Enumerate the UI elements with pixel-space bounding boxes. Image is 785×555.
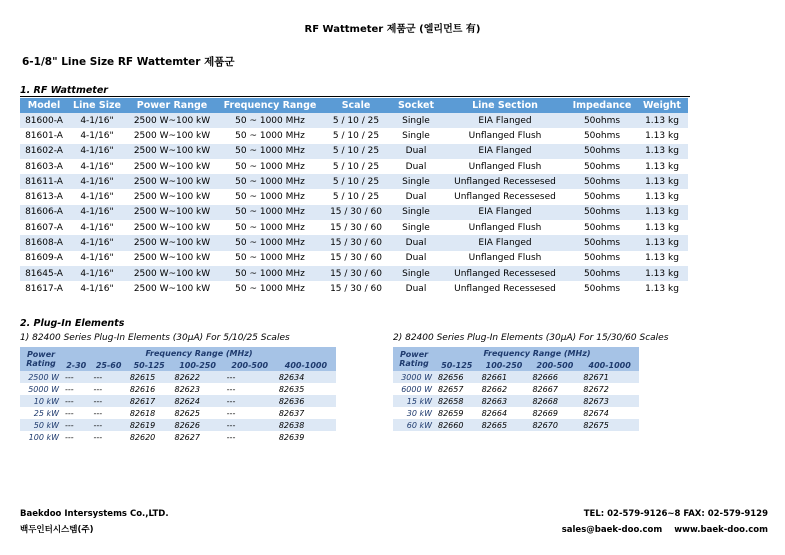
tel-fax: TEL: 02-579-9126~8 FAX: 02-579-9129 [583,509,768,519]
cell-line-section: EIA Flanged [442,205,568,220]
cell-impedance: 50ohms [568,281,636,296]
power-rating-cell: 10 kW [20,395,62,407]
cell-weight: 1.13 kg [636,205,688,220]
cell-impedance: 50ohms [568,159,636,174]
element-part-cell: 82670 [529,419,580,431]
footer-company [20,506,169,538]
element-part-cell: 82672 [580,383,639,395]
cell-power-range: 2500 W~100 kW [126,189,218,204]
section-heading: 6-1/8" Line Size RF Wattemter 제품군 [22,56,235,68]
cell-scale: 5 / 10 / 25 [322,144,390,159]
rf-wattmeter-table [20,98,688,297]
cell-line-section: Unflanged Recessesed [442,266,568,281]
plug-table-1-header-row-1 [20,347,336,359]
cell-weight: 1.13 kg [636,251,688,266]
cell-power-range: 2500 W~100 kW [126,174,218,189]
cell-model: 81602-A [20,144,68,159]
element-part-cell: --- [224,407,276,419]
cell-line-size: 4-1/16" [68,113,126,128]
element-part-cell: 82617 [127,395,172,407]
cell-socket: Dual [390,189,442,204]
element-part-cell: --- [90,395,126,407]
cell-line-size: 4-1/16" [68,128,126,143]
element-part-cell: 82664 [479,407,530,419]
cell-line-section: Unflanged Flush [442,128,568,143]
cell-line-size: 4-1/16" [68,144,126,159]
cell-line-size: 4-1/16" [68,220,126,235]
element-part-cell: 82624 [172,395,224,407]
plug-table-1-body [20,371,336,443]
cell-frequency-range: 50 ~ 1000 MHz [218,174,322,189]
element-part-cell: 82615 [127,371,172,383]
cell-power-range: 2500 W~100 kW [126,235,218,250]
power-rating-cell: 3000 W [393,371,435,383]
cell-model: 81600-A [20,113,68,128]
element-part-cell: 82634 [276,371,336,383]
cell-frequency-range: 50 ~ 1000 MHz [218,266,322,281]
table-row [20,266,688,281]
col-header-power-range: Power Range [126,98,218,113]
cell-socket: Single [390,174,442,189]
element-part-cell: --- [90,431,126,443]
col-header-line-section: Line Section [442,98,568,113]
cell-line-section: Unflanged Recessesed [442,189,568,204]
power-rating-cell: 25 kW [20,407,62,419]
cell-frequency-range: 50 ~ 1000 MHz [218,144,322,159]
cell-scale: 15 / 30 / 60 [322,251,390,266]
cell-socket: Single [390,266,442,281]
cell-model: 81613-A [20,189,68,204]
cell-scale: 5 / 10 / 25 [322,189,390,204]
freq-column-header: 100-250 [479,359,530,371]
table-row [20,220,688,235]
rf-wattmeter-heading: 1. RF Wattmeter [20,85,690,97]
cell-impedance: 50ohms [568,174,636,189]
element-part-cell: 82636 [276,395,336,407]
element-part-cell: --- [62,419,90,431]
element-part-cell: 82668 [529,395,580,407]
cell-weight: 1.13 kg [636,174,688,189]
element-part-cell: 82665 [479,419,530,431]
element-part-cell: 82625 [172,407,224,419]
cell-line-size: 4-1/16" [68,251,126,266]
plug-table-2-power-header: Power Rating [393,347,435,371]
cell-scale: 15 / 30 / 60 [322,235,390,250]
cell-socket: Single [390,113,442,128]
cell-power-range: 2500 W~100 kW [126,281,218,296]
cell-socket: Dual [390,251,442,266]
cell-power-range: 2500 W~100 kW [126,205,218,220]
col-header-weight: Weight [636,98,688,113]
cell-impedance: 50ohms [568,128,636,143]
element-part-cell: 82675 [580,419,639,431]
element-part-cell: 82638 [276,419,336,431]
element-part-cell: 82626 [172,419,224,431]
cell-weight: 1.13 kg [636,235,688,250]
cell-socket: Dual [390,159,442,174]
element-part-cell: --- [224,431,276,443]
cell-model: 81611-A [20,174,68,189]
element-part-cell: --- [62,407,90,419]
page-title: RF Wattmeter 제품군 (엘리먼트 有) [304,24,481,35]
cell-line-section: EIA Flanged [442,113,568,128]
plug-table-2-body [393,371,639,431]
table-row [393,407,639,419]
table-row [20,144,688,159]
cell-socket: Dual [390,235,442,250]
table-row [20,235,688,250]
table-row [20,159,688,174]
cell-frequency-range: 50 ~ 1000 MHz [218,220,322,235]
element-part-cell: 82658 [435,395,479,407]
element-part-cell: 82623 [172,383,224,395]
element-part-cell: 82616 [127,383,172,395]
element-part-cell: 82622 [172,371,224,383]
element-part-cell: 82659 [435,407,479,419]
element-part-cell: --- [90,383,126,395]
element-part-cell: 82673 [580,395,639,407]
col-header-impedance: Impedance [568,98,636,113]
company-name-en: Baekdoo Intersystems Co.,LTD. [20,509,169,519]
cell-impedance: 50ohms [568,251,636,266]
element-part-cell: 82637 [276,407,336,419]
cell-socket: Single [390,128,442,143]
cell-line-size: 4-1/16" [68,266,126,281]
element-part-cell: --- [62,383,90,395]
element-part-cell: 82660 [435,419,479,431]
plug-table-1 [20,347,336,443]
rf-table-body [20,113,688,297]
element-part-cell: --- [90,371,126,383]
col-header-frequency-range: Frequency Range [218,98,322,113]
freq-column-header: 400-1000 [580,359,639,371]
table-row [393,371,639,383]
cell-socket: Dual [390,144,442,159]
table-row [20,281,688,296]
cell-socket: Dual [390,281,442,296]
cell-power-range: 2500 W~100 kW [126,251,218,266]
plug-table-2 [393,347,639,431]
cell-scale: 15 / 30 / 60 [322,266,390,281]
table-row [393,419,639,431]
element-part-cell: --- [90,407,126,419]
cell-impedance: 50ohms [568,113,636,128]
power-rating-cell: 60 kW [393,419,435,431]
power-rating-cell: 15 kW [393,395,435,407]
cell-scale: 5 / 10 / 25 [322,113,390,128]
rf-table-header-row [20,98,688,113]
cell-scale: 5 / 10 / 25 [322,159,390,174]
plug-table-2-freq-header: Frequency Range (MHz) [435,347,639,359]
cell-line-size: 4-1/16" [68,159,126,174]
power-rating-cell: 30 kW [393,407,435,419]
power-rating-cell: 2500 W [20,371,62,383]
freq-column-header: 2-30 [62,359,90,371]
cell-model: 81606-A [20,205,68,220]
cell-impedance: 50ohms [568,205,636,220]
table-row [20,371,336,383]
cell-weight: 1.13 kg [636,144,688,159]
cell-weight: 1.13 kg [636,113,688,128]
element-part-cell: 82669 [529,407,580,419]
element-part-cell: 82661 [479,371,530,383]
cell-power-range: 2500 W~100 kW [126,113,218,128]
element-part-cell: 82667 [529,383,580,395]
cell-model: 81645-A [20,266,68,281]
cell-power-range: 2500 W~100 kW [126,144,218,159]
cell-power-range: 2500 W~100 kW [126,220,218,235]
table-row [20,395,336,407]
table-row [20,205,688,220]
element-part-cell: --- [90,419,126,431]
plug-in-elements-heading: 2. Plug-In Elements [20,318,125,329]
cell-weight: 1.13 kg [636,281,688,296]
col-header-scale: Scale [322,98,390,113]
element-part-cell: 82674 [580,407,639,419]
cell-frequency-range: 50 ~ 1000 MHz [218,281,322,296]
element-part-cell: 82635 [276,383,336,395]
table-row [20,189,688,204]
plug-table-1-freq-header: Frequency Range (MHz) [62,347,336,359]
element-part-cell: --- [62,431,90,443]
cell-model: 81603-A [20,159,68,174]
table-row [20,383,336,395]
company-name-kr: 백두인터시스템(주) [20,525,94,535]
cell-line-section: Unflanged Recessesed [442,281,568,296]
table-row [20,113,688,128]
element-part-cell: 82619 [127,419,172,431]
freq-column-header: 200-500 [224,359,276,371]
power-rating-cell: 6000 W [393,383,435,395]
cell-impedance: 50ohms [568,220,636,235]
element-part-cell: 82671 [580,371,639,383]
element-part-cell: --- [224,371,276,383]
freq-column-header: 100-250 [172,359,224,371]
cell-line-size: 4-1/16" [68,205,126,220]
cell-socket: Single [390,220,442,235]
col-header-socket: Socket [390,98,442,113]
cell-frequency-range: 50 ~ 1000 MHz [218,159,322,174]
plug-table-2-header-row-1 [393,347,639,359]
power-rating-cell: 5000 W [20,383,62,395]
table-row [393,395,639,407]
cell-scale: 15 / 30 / 60 [322,281,390,296]
cell-frequency-range: 50 ~ 1000 MHz [218,251,322,266]
plug-table-1-header-row-2 [20,359,336,371]
cell-frequency-range: 50 ~ 1000 MHz [218,189,322,204]
cell-line-section: Unflanged Flush [442,251,568,266]
cell-line-section: Unflanged Flush [442,220,568,235]
cell-power-range: 2500 W~100 kW [126,159,218,174]
cell-weight: 1.13 kg [636,220,688,235]
table-row [20,431,336,443]
table-row [20,419,336,431]
table-row [20,128,688,143]
cell-weight: 1.13 kg [636,159,688,174]
freq-column-header: 50-125 [127,359,172,371]
cell-scale: 5 / 10 / 25 [322,174,390,189]
cell-power-range: 2500 W~100 kW [126,128,218,143]
power-rating-cell: 100 kW [20,431,62,443]
table-row [20,251,688,266]
plug-table-2-caption: 2) 82400 Series Plug-In Elements (30μA) For 15/30/60 Scales [393,333,669,343]
freq-column-header: 50-125 [435,359,479,371]
plug-table-1-caption: 1) 82400 Series Plug-In Elements (30μA) For 5/10/25 Scales [20,333,290,343]
cell-weight: 1.13 kg [636,266,688,281]
cell-frequency-range: 50 ~ 1000 MHz [218,128,322,143]
cell-line-size: 4-1/16" [68,174,126,189]
cell-weight: 1.13 kg [636,189,688,204]
cell-model: 81608-A [20,235,68,250]
cell-line-size: 4-1/16" [68,281,126,296]
element-part-cell: 82662 [479,383,530,395]
element-part-cell: 82620 [127,431,172,443]
cell-frequency-range: 50 ~ 1000 MHz [218,205,322,220]
cell-line-size: 4-1/16" [68,235,126,250]
website-link[interactable]: www.baek-doo.com [674,525,768,535]
cell-scale: 15 / 30 / 60 [322,220,390,235]
cell-model: 81607-A [20,220,68,235]
element-part-cell: 82618 [127,407,172,419]
email-link[interactable]: sales@baek-doo.com [561,525,663,535]
cell-model: 81617-A [20,281,68,296]
cell-scale: 15 / 30 / 60 [322,205,390,220]
cell-line-size: 4-1/16" [68,189,126,204]
cell-model: 81601-A [20,128,68,143]
freq-column-header: 200-500 [529,359,580,371]
col-header-line-size: Line Size [68,98,126,113]
cell-impedance: 50ohms [568,144,636,159]
table-row [20,407,336,419]
element-part-cell: --- [62,371,90,383]
element-part-cell: 82639 [276,431,336,443]
table-row [393,383,639,395]
cell-scale: 5 / 10 / 25 [322,128,390,143]
footer-contact [562,506,768,538]
cell-impedance: 50ohms [568,266,636,281]
cell-power-range: 2500 W~100 kW [126,266,218,281]
cell-impedance: 50ohms [568,235,636,250]
cell-line-section: Unflanged Flush [442,159,568,174]
element-part-cell: --- [62,395,90,407]
freq-column-header: 25-60 [90,359,126,371]
element-part-cell: 82627 [172,431,224,443]
element-part-cell: --- [224,395,276,407]
element-part-cell: 82663 [479,395,530,407]
cell-line-section: Unflanged Recessesed [442,174,568,189]
freq-column-header: 400-1000 [276,359,336,371]
cell-impedance: 50ohms [568,189,636,204]
element-part-cell: 82657 [435,383,479,395]
cell-weight: 1.13 kg [636,128,688,143]
power-rating-cell: 50 kW [20,419,62,431]
table-row [20,174,688,189]
cell-model: 81609-A [20,251,68,266]
cell-line-section: EIA Flanged [442,235,568,250]
element-part-cell: --- [224,419,276,431]
element-part-cell: --- [224,383,276,395]
element-part-cell: 82666 [529,371,580,383]
cell-socket: Single [390,205,442,220]
contact-line [562,522,768,538]
cell-line-section: EIA Flanged [442,144,568,159]
cell-frequency-range: 50 ~ 1000 MHz [218,235,322,250]
plug-table-1-power-header: Power Rating [20,347,62,371]
element-part-cell: 82656 [435,371,479,383]
col-header-model: Model [20,98,68,113]
cell-frequency-range: 50 ~ 1000 MHz [218,113,322,128]
